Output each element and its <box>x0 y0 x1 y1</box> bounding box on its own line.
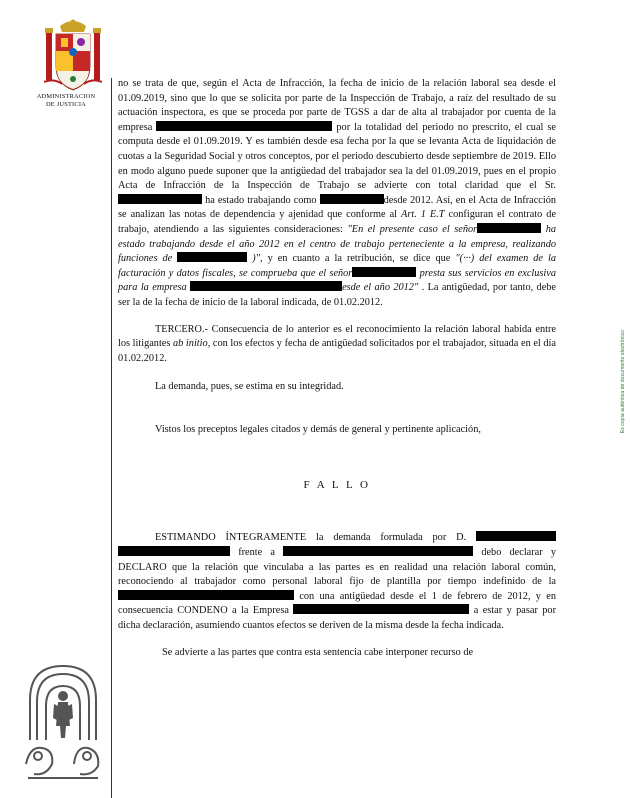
redaction-bar <box>118 194 202 204</box>
authenticity-note: Es copia auténtica de documento electrónico <box>620 330 626 434</box>
redaction-bar <box>118 590 294 600</box>
admin-label-line1: ADMINISTRACION <box>36 93 96 100</box>
redaction-bar <box>477 223 541 233</box>
p1-quote-6: esde el año 2012" <box>342 282 419 294</box>
redaction-bar <box>190 281 342 291</box>
redaction-bar <box>476 531 556 541</box>
p1-quote-1: "En el presente caso el señor <box>347 223 478 235</box>
administration-label <box>28 93 104 108</box>
p5-text-2: frente a <box>238 547 275 559</box>
fallo-heading: F A L L O <box>303 479 371 492</box>
p5-text-5: a estar y pasar por dicha declaración, asumiendo cuantos efectos se deriven de la misma desde la fecha indicada. <box>118 605 557 632</box>
p2-label: TERCERO.- <box>155 323 208 335</box>
document-body <box>118 77 556 660</box>
paragraph-3: La demanda, pues, se estima en su integridad. <box>155 381 344 393</box>
p1-quote-2: ha estado trabajando desde el año 2012 en el centro de trabajo perteneciente a la empresa, realizando funciones de <box>118 223 556 265</box>
redaction-bar <box>293 604 469 614</box>
p1-text-7: , y en cuanto a la retribución, se dice que <box>260 253 451 265</box>
p1-text-6: configuran el contrato de trabajo, atendiendo a las siguientes consideraciones: <box>118 209 557 235</box>
redaction-bar <box>283 546 473 556</box>
p1-text-4: desde 2012. Así, en el Acta de Infracción se analizan las notas de dependencia y ajenidad que conforme al <box>118 194 557 221</box>
paragraph-5 <box>118 531 556 633</box>
paragraph-1 <box>118 77 556 311</box>
paragraph-4: Vistos los preceptos legales citados y demás de general y pertinente aplicación, <box>155 423 481 435</box>
redaction-bar <box>352 267 416 277</box>
andalusia-emblem-icon <box>24 660 102 784</box>
paragraph-2 <box>118 323 556 367</box>
paragraph-6: Se advierte a las partes que contra esta sentencia cabe interponer recurso de <box>162 646 474 658</box>
p5-text-1: la demanda formulada por D. <box>306 532 467 544</box>
admin-label-line2: DE JUSTICIA <box>45 100 86 108</box>
p5-label: ESTIMANDO ÍNTEGRAMENTE <box>155 532 307 544</box>
p2-italic: ab initio <box>173 338 208 350</box>
p1-statute-ref: Art. 1 E.T <box>401 209 445 221</box>
p1-quote-4: "(···) del examen de la facturación y datos fiscales, se comprueba que el señor <box>118 253 557 279</box>
p1-text-3: ha estado trabajando como <box>205 194 317 206</box>
p5-text-4: con una antigüedad desde el 1 de febrero de 2012, y en consecuencia CONDENO a la Empresa <box>118 590 556 617</box>
redaction-bar <box>177 252 247 262</box>
p2-text-1: Consecuencia de lo anterior es el reconocimiento la relación laboral habida entre los litigantes <box>118 323 556 350</box>
p1-text-2: por la totalidad del periodo no prescrito, el cual se computa desde el 01.09.2019. Y es también desde esa fecha por la que se levanta Acta de liquidación de cuotas a la Seguridad Social y otros conceptos, por el periodo descubierto desde septiembre de 2019. Ello en modo alguno puede suponer que la antigüedad del trabajador sea la del 01.09.2019, pues en el propio Acta de Infracción de la Inspección de Trabajo se advierte con total claridad que el Sr. <box>118 121 557 192</box>
p1-quote-3: )" <box>252 253 260 265</box>
margin-rule <box>111 78 112 798</box>
p5-text-3: debo declarar y DECLARO que la relación que vinculaba a las partes es en realidad una relación laboral común, reconociendo al trabajador como personal laboral fijo de plantilla por tiempo indefinido de la <box>118 547 557 588</box>
redaction-bar <box>118 546 230 556</box>
p1-text-1: no se trata de que, según el Acta de Infracción, la fecha de inicio de la relación laboral sea desde el 01.09.2019, sino que lo que se solicita por parte de la Inspección de Trabajo, a raíz del resultado de su actuación inspectora, es que se proceda por parte de TGSS a dar de alta al trabajador por cuenta de la empresa <box>118 78 556 133</box>
redaction-bar <box>156 121 332 131</box>
p1-quote-5: presta sus servicios en exclusiva para la empresa <box>118 267 557 294</box>
coat-of-arms-icon <box>44 18 102 94</box>
redaction-bar <box>320 194 384 204</box>
p2-text-2: , con los efectos y fecha de antigüedad solicitados por el trabajador, situada en el día 01.02.2012. <box>118 338 556 364</box>
p1-text-8: . La antigüedad, por tanto, debe ser la de la fecha de inicio de la laboral indicada, de 01.02.2012. <box>118 282 556 308</box>
